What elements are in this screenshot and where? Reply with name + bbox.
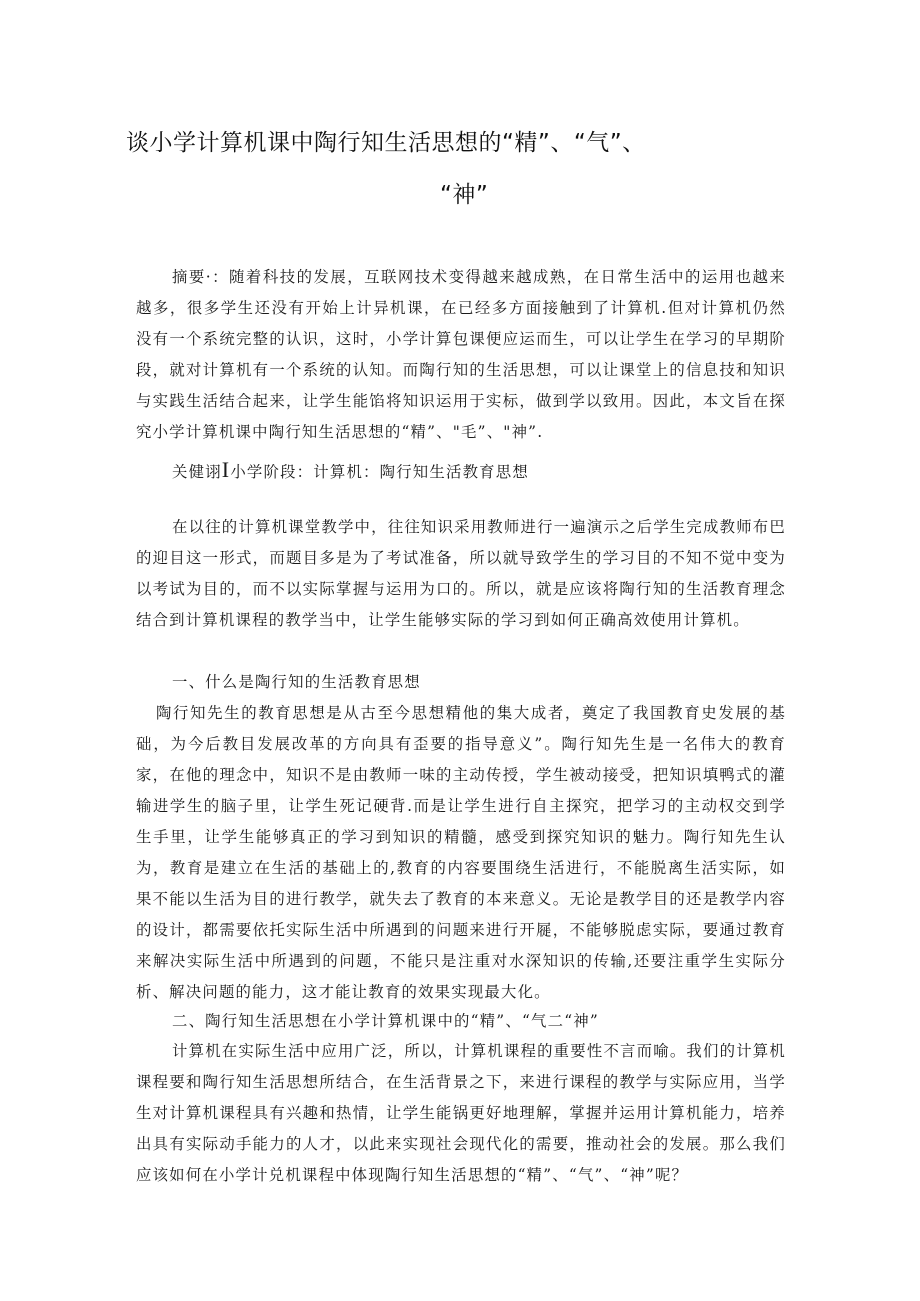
section-2-paragraph: 计算机在实际生活中应用广泛，所以，计算机课程的重要性不言而喻。我们的计算机课程要和陶行知生活思想所结合，在生活背景之下，来进行课程的教学与实际应用，当学生对计算机课程具有兴趣和热情，让学生能锅更好地理解，掌握并运用计算机能力，培养出具有实际动手能力的人才，以此来实现社会现代化的需要，推动社会的发展。那么我们应该如何在小学计兑机课程中体现陶行知生活思想的“精”、“气”、“神”呢？ — [136, 1042, 786, 1184]
abstract-paragraph: 摘要·：随着科技的发展，互联网技术变得越来越成熟，在日常生活中的运用也越来越多，很多学生还没有开始上计异机课，在已经多方面接触到了计算机.但对计算机仍然没有一个系统完整的认识，这时，小学计算包课便应运而生，可以让学生在学习的早期阶段，就对计算机有一个系统的认知。而陶行知的生活思想，可以让课堂上的信息技和知识与实践生活结合起来，让学生能馅将知识运用于实标，做到学以致用。因此，本文旨在探究小学计算机课中陶行知生活思想的“精”、"毛”、"神”. — [136, 268, 786, 441]
section-2-heading: 二、陶行知生活思想在小学计算机课中的“精”、“气二“神” — [172, 1012, 599, 1030]
document-title-line-2: “神” — [440, 182, 489, 208]
section-1-heading: 一、什么是陶行知的生活教育思想 — [172, 673, 421, 691]
keywords-label: 关健诩 — [172, 463, 222, 481]
document-title-line-1: 谈小学计算机课中陶行知生活思想的“精”、“气”、 — [126, 130, 646, 156]
keywords-line — [172, 454, 529, 488]
intro-paragraph: 在以往的计算机课堂教学中，往往知识采用教师进行一遍演示之后学生完成教师布巴的迎目这一形式，而题目多是为了考试准备，所以就导致学生的学习目的不知不觉中变为以考试为目的，而不以实际掌握与运用为口的。所以，就是应该将陶行知的生活教育理念结合到计算机课程的教学当中，让学生能够实际的学习到如何正确高效使用计算机。 — [136, 518, 786, 629]
keywords-text: 小学阶段：计算机：陶行知生活教育思想 — [230, 463, 529, 481]
keywords-glyph: I — [221, 457, 231, 482]
section-1-paragraph: 陶行知先生的教育思想是从古至今思想精他的集大成者，奠定了我国教育史发展的基础，为今后教目发展改革的方向具有歪要的指导意义”。陶行知先生是一名伟大的教育家，在他的理念中，知识不是由教师一味的主动传授，学生被动接受，把知识填鸭式的灌输进学生的脑子里，让学生死记硬背.而是让学生进行自主探究，把学习的主动权交到学生手里，让学生能够真正的学习到知识的精髓，感受到探究知识的魅力。陶行知先生认为，教育是建立在生活的基础上的,教育的内容要围绕生活进行，不能脱离生活实际，如果不能以生活为目的进行教学，就失去了教育的本来意义。无论是教学目的还是教学内容的设计，都需要依托实际生活中所遇到的问题来进行开屣，不能够脱虑实际，要通过教育来解决实际生活中所遇到的问题，不能只是注重对水深知识的传输,还要注重学生实际分析、解决问题的能力，这才能让教育的效果实现最大化。 — [136, 704, 786, 1001]
